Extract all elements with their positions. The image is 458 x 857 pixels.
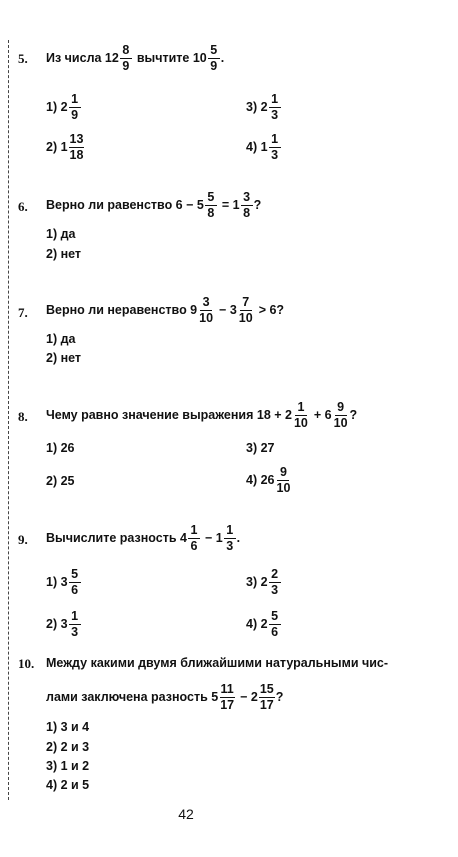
answer-option: 4) 2 $\frac{5}{6}$ bbox=[246, 610, 282, 638]
question-10-text bbox=[46, 683, 283, 711]
question-text: Верно ли равенство 6 − 5 bbox=[46, 198, 204, 212]
fraction: $\frac{11}{17}$ bbox=[220, 682, 235, 712]
question-text: . bbox=[236, 531, 241, 545]
question-text: − 1 bbox=[204, 531, 223, 545]
question-9-number: 9. bbox=[18, 532, 28, 547]
question-text: Верно ли неравенство 9 bbox=[46, 303, 198, 317]
answer-option: 4) 26 $\frac{9}{10}$ bbox=[246, 465, 291, 495]
question-6-number: 6. bbox=[18, 199, 28, 214]
question-text: ? bbox=[275, 690, 284, 704]
answer-option: 2) 1 $\frac{13}{18}$ bbox=[46, 132, 84, 162]
question-9-text bbox=[46, 524, 240, 552]
fraction: $\frac{7}{10}$ bbox=[238, 295, 253, 325]
question-text: Вычислите разность 4 bbox=[46, 531, 187, 545]
fraction: $\frac{1}{6}$ bbox=[188, 524, 200, 552]
answer-option: 1) 26 bbox=[46, 441, 75, 455]
question-text: Из числа 12 bbox=[46, 51, 119, 65]
question-5-text bbox=[46, 44, 224, 72]
question-text: > 6? bbox=[258, 303, 285, 317]
fraction: $\frac{1}{3}$ bbox=[224, 524, 236, 552]
question-6-text bbox=[46, 191, 261, 219]
question-text: вычтите 10 bbox=[136, 51, 207, 65]
answer-option: 3) 2 $\frac{2}{3}$ bbox=[246, 568, 282, 596]
question-7-number: 7. bbox=[18, 305, 28, 320]
cut-line bbox=[8, 40, 9, 800]
answer-option: 2) 25 bbox=[46, 474, 75, 488]
answer-option: 4) 2 и 5 bbox=[46, 778, 90, 792]
question-8-number: 8. bbox=[18, 409, 28, 424]
question-text: ? bbox=[349, 408, 358, 422]
fraction: $\frac{9}{10}$ bbox=[333, 400, 348, 430]
question-text: − 3 bbox=[219, 303, 237, 317]
question-8-text bbox=[46, 401, 357, 429]
question-10-number: 10. bbox=[18, 656, 35, 671]
page-number: 42 bbox=[178, 806, 194, 822]
question-text: + 6 bbox=[313, 408, 332, 422]
answer-option: 1) 3 и 4 bbox=[46, 720, 90, 734]
answer-option: 1) да bbox=[46, 332, 76, 346]
fraction: $\frac{5}{8}$ bbox=[205, 191, 217, 219]
answer-option: 3) 1 и 2 bbox=[46, 759, 90, 773]
question-7-text bbox=[46, 296, 284, 324]
question-text: = 1 bbox=[221, 198, 240, 212]
answer-option: 2) 3 $\frac{1}{3}$ bbox=[46, 610, 82, 638]
answer-option: 3) 27 bbox=[246, 441, 275, 455]
answer-option: 4) 1 $\frac{1}{3}$ bbox=[246, 133, 282, 161]
fraction: $\frac{15}{17}$ bbox=[259, 682, 274, 712]
question-10-line1: Между какими двумя ближайшими натуральными чис- bbox=[46, 656, 389, 670]
question-5-number: 5. bbox=[18, 51, 28, 66]
fraction: $\frac{5}{9}$ bbox=[208, 44, 220, 72]
answer-option: 2) нет bbox=[46, 351, 82, 365]
fraction: $\frac{1}{10}$ bbox=[293, 400, 308, 430]
answer-option: 1) 3 $\frac{5}{6}$ bbox=[46, 568, 82, 596]
answer-option: 1) да bbox=[46, 227, 76, 241]
fraction: $\frac{8}{9}$ bbox=[120, 44, 132, 72]
question-text: ? bbox=[253, 198, 262, 212]
question-text: − 2 bbox=[240, 690, 258, 704]
answer-option: 3) 2 $\frac{1}{3}$ bbox=[246, 93, 282, 121]
question-text: лами заключена разность 5 bbox=[46, 690, 219, 704]
fraction: $\frac{3}{10}$ bbox=[199, 295, 214, 325]
question-text: Чему равно значение выражения 18 + 2 bbox=[46, 408, 292, 422]
fraction: $\frac{3}{8}$ bbox=[241, 191, 253, 219]
answer-option: 2) 2 и 3 bbox=[46, 740, 90, 754]
question-text: . bbox=[220, 51, 225, 65]
answer-option: 2) нет bbox=[46, 247, 82, 261]
answer-option: 1) 2 $\frac{1}{9}$ bbox=[46, 93, 82, 121]
